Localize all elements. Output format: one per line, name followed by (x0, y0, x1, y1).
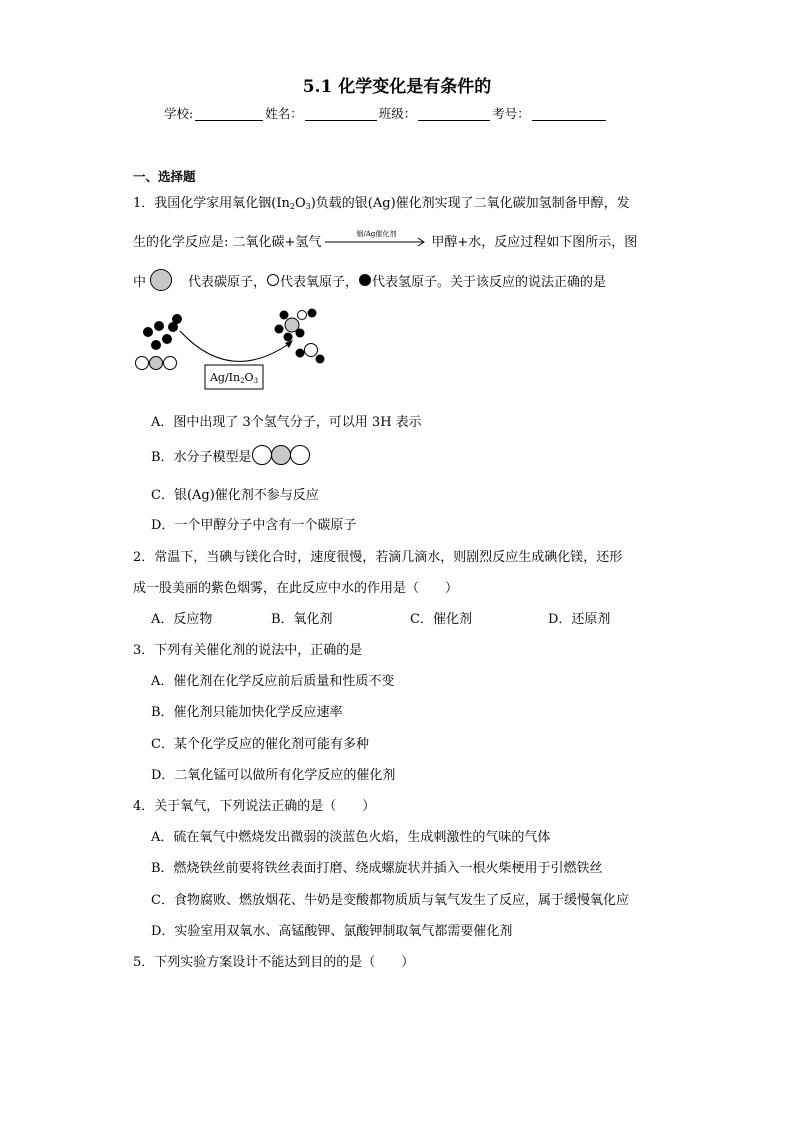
q2-option-d[interactable]: D．还原剂 (548, 612, 611, 627)
hydrogen-molecules-icon (143, 314, 182, 350)
q3-option-c[interactable]: C．某个化学反应的催化剂可能有多种 (151, 737, 369, 752)
carbon-atom-icon (150, 269, 172, 291)
q3-option-a[interactable]: A．催化剂在化学反应前后质量和性质不变 (151, 674, 395, 689)
catalyst-text: Ag/In (209, 371, 241, 384)
q2-line2: 成一股美丽的紫色烟雾，在此反应中水的作用是（ ） (133, 581, 459, 596)
student-info-line (164, 104, 608, 122)
q2-option-b[interactable]: B．氧化剂 (271, 612, 333, 627)
reaction-arc-arrow (180, 331, 290, 361)
q1-line1-text: 1．我国化学家用氧化铟(In (133, 196, 290, 211)
section-heading: 一、选择题 (133, 169, 196, 184)
carbon-dioxide-molecule-icon (136, 357, 177, 370)
water-model-center-icon (271, 445, 291, 465)
q3-stem: 3．下列有关催化剂的说法中，正确的是 (133, 643, 363, 658)
q1-line3-text-b: 代表碳原子， (188, 274, 267, 290)
oxygen-atom-icon (267, 274, 279, 286)
q1-line3-text-d: 代表氢原子。关于该反应的说法正确的是 (372, 274, 607, 290)
arrow-label: 铟/Ag催化剂 (356, 230, 397, 238)
class-field[interactable] (418, 108, 490, 121)
school-label: 学校: (164, 106, 194, 121)
page-title: 5.1 化学变化是有条件的 (302, 77, 492, 97)
water-molecule-icon (296, 344, 325, 364)
q1-line1 (133, 192, 630, 211)
q1-option-a[interactable]: A．图中出现了 3个氢气分子，可以用 3H 表示 (151, 415, 422, 430)
q1-line2-text-a: 生的化学反应是: 二氧化碳+氢气 (133, 234, 322, 250)
q4-stem: 4．关于氧气，下列说法正确的是（ ） (133, 799, 376, 814)
q2-option-a[interactable]: A．反应物 (151, 612, 213, 627)
q2-line1: 2．常温下，当碘与镁化合时，速度很慢，若滴几滴水，则剧烈反应生成碘化镁，还形 (133, 550, 623, 565)
q1-option-b[interactable] (151, 445, 310, 465)
q1-line2 (133, 230, 637, 250)
q1-sub: 2 (289, 202, 295, 211)
number-label: 考号： (492, 106, 530, 121)
q1-text: )负载的银(Ag)催化剂实现了二氧化碳加氢制备甲醇，发 (310, 196, 630, 211)
water-model-oxygen-icon (252, 445, 272, 465)
name-label: 姓名： (265, 106, 303, 121)
q1-line2-text-b: 甲醇+水，反应过程如下图所示，图 (431, 234, 638, 250)
q1-sub: 3 (305, 202, 311, 211)
q1-line3-text-a: 中 (133, 274, 147, 290)
class-label: 班级： (378, 106, 417, 121)
school-field[interactable] (195, 108, 263, 121)
catalyst-sub: 2 (240, 377, 245, 385)
q1-option-d[interactable]: D．一个甲醇分子中含有一个碳原子 (151, 518, 357, 533)
methanol-molecule-icon (275, 309, 317, 342)
q1-line3-text-c: 代表氧原子， (280, 274, 359, 290)
q4-option-b[interactable]: B．燃烧铁丝前要将铁丝表面打磨、绕成螺旋状并插入一根火柴梗用于引燃铁丝 (151, 861, 603, 876)
reaction-arrow (323, 230, 429, 250)
q1-line3 (133, 269, 606, 291)
hydrogen-atom-icon (359, 274, 371, 286)
number-field[interactable] (532, 108, 606, 121)
q4-option-d[interactable]: D．实验室用双氧水、高锰酸钾、氯酸钾制取氧气都需要催化剂 (151, 924, 513, 939)
q3-option-b[interactable]: B．催化剂只能加快化学反应速率 (151, 705, 343, 720)
catalyst-label (205, 371, 263, 385)
q1-option-c[interactable]: C．银(Ag)催化剂不参与反应 (151, 488, 319, 503)
q3-option-d[interactable]: D．二氧化锰可以做所有化学反应的催化剂 (151, 768, 396, 783)
q4-option-a[interactable]: A．硫在氧气中燃烧发出微弱的淡蓝色火焰，生成刺激性的气味的气体 (151, 830, 551, 845)
q4-option-c[interactable]: C．食物腐败、燃放烟花、牛奶是变酸都物质质与氧气发生了反应，属于缓慢氧化应 (151, 893, 629, 908)
q1-text: O (294, 196, 306, 211)
name-field[interactable] (305, 108, 377, 121)
arrow-icon (323, 230, 429, 250)
q2-option-c[interactable]: C．催化剂 (410, 612, 472, 627)
water-model-oxygen-icon (290, 445, 310, 465)
catalyst-sub: 3 (253, 377, 259, 385)
q1-option-b-text: B．水分子模型是 (151, 449, 252, 465)
q5-stem: 5．下列实验方案设计不能达到目的的是（ ） (133, 955, 415, 970)
catalyst-text: O (244, 371, 254, 384)
